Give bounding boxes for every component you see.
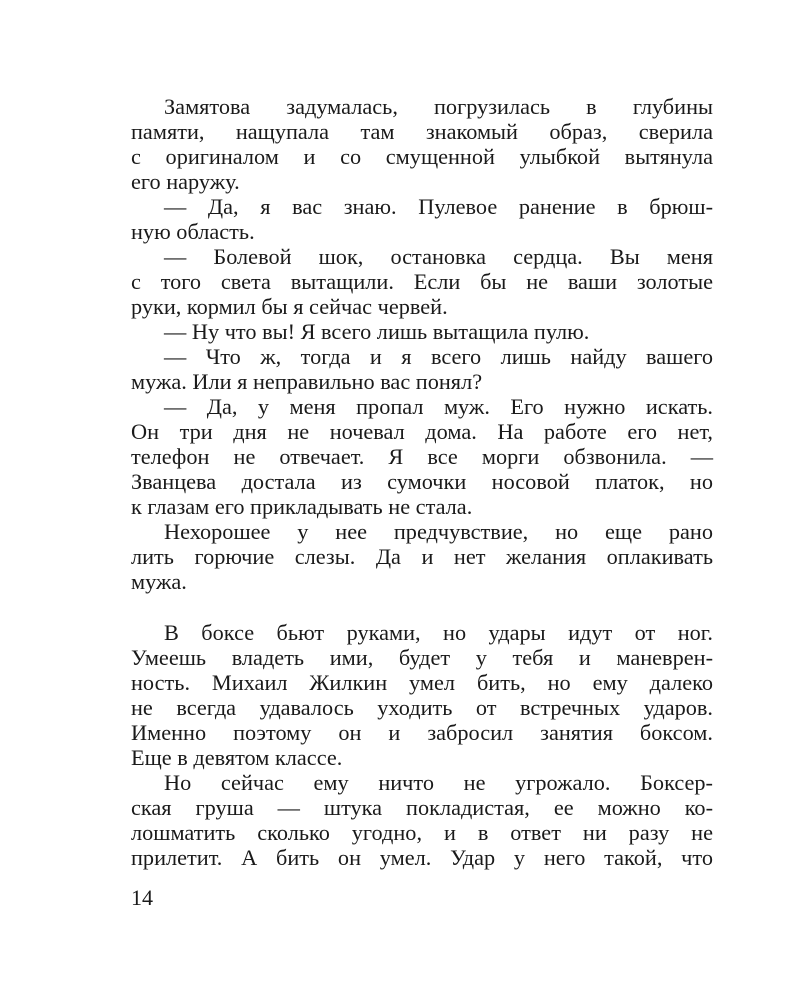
- text-line: — Болевой шок, остановка сердца. Вы меня: [164, 244, 713, 269]
- text-line: — Ну что вы! Я всего лишь вытащила пулю.: [164, 319, 590, 344]
- text-line: прилетит. А бить он умел. Удар у него такой, что: [131, 845, 713, 870]
- text-line: В боксе бьют руками, но удары идут от ног.: [164, 620, 713, 645]
- text-line: Замятова задумалась, погрузилась в глубины: [164, 94, 713, 119]
- text-line: руки, кормил бы я сейчас червей.: [131, 294, 448, 319]
- text-line: ную область.: [131, 219, 255, 244]
- text-line: Именно поэтому он и забросил занятия боксом.: [131, 720, 713, 745]
- text-line: ность. Михаил Жилкин умел бить, но ему далеко: [131, 670, 713, 695]
- text-line: мужа.: [131, 569, 187, 594]
- text-block-chapter-part-2: [131, 620, 713, 870]
- text-line: Но сейчас ему ничто не угрожало. Боксер-: [164, 770, 713, 795]
- text-line: с того света вытащили. Если бы не ваши золотые: [131, 269, 713, 294]
- text-line: к глазам его прикладывать не стала.: [131, 494, 473, 519]
- text-line: не всегда удавалось уходить от встречных ударов.: [131, 695, 713, 720]
- text-line: — Да, у меня пропал муж. Его нужно искать.: [164, 394, 713, 419]
- text-line: лить горючие слезы. Да и нет желания оплакивать: [131, 544, 713, 569]
- text-line: — Что ж, тогда и я всего лишь найду вашего: [164, 344, 713, 369]
- page-number: 14: [131, 885, 153, 910]
- text-line: ская груша — штука покладистая, ее можно ко-: [131, 795, 713, 820]
- text-line: — Да, я вас знаю. Пулевое ранение в брюш-: [164, 194, 713, 219]
- text-line: Еще в девятом классе.: [131, 745, 343, 770]
- text-line: памяти, нащупала там знакомый образ, сверила: [131, 119, 713, 144]
- text-line: Нехорошее у нее предчувствие, но еще рано: [164, 519, 713, 544]
- text-line: телефон не отвечает. Я все морги обзвонила. —: [131, 444, 713, 469]
- text-line: Званцева достала из сумочки носовой платок, но: [131, 469, 713, 494]
- text-line: лошматить сколько угодно, и в ответ ни разу не: [131, 820, 713, 845]
- text-line: мужа. Или я неправильно вас понял?: [131, 369, 483, 394]
- text-block-chapter-part-1: [131, 94, 713, 594]
- text-line: с оригиналом и со смущенной улыбкой вытянула: [131, 144, 713, 169]
- text-line: Умеешь владеть ими, будет у тебя и маневрен-: [131, 645, 713, 670]
- text-line: его наружу.: [131, 169, 240, 194]
- text-line: Он три дня не ночевал дома. На работе его нет,: [131, 419, 713, 444]
